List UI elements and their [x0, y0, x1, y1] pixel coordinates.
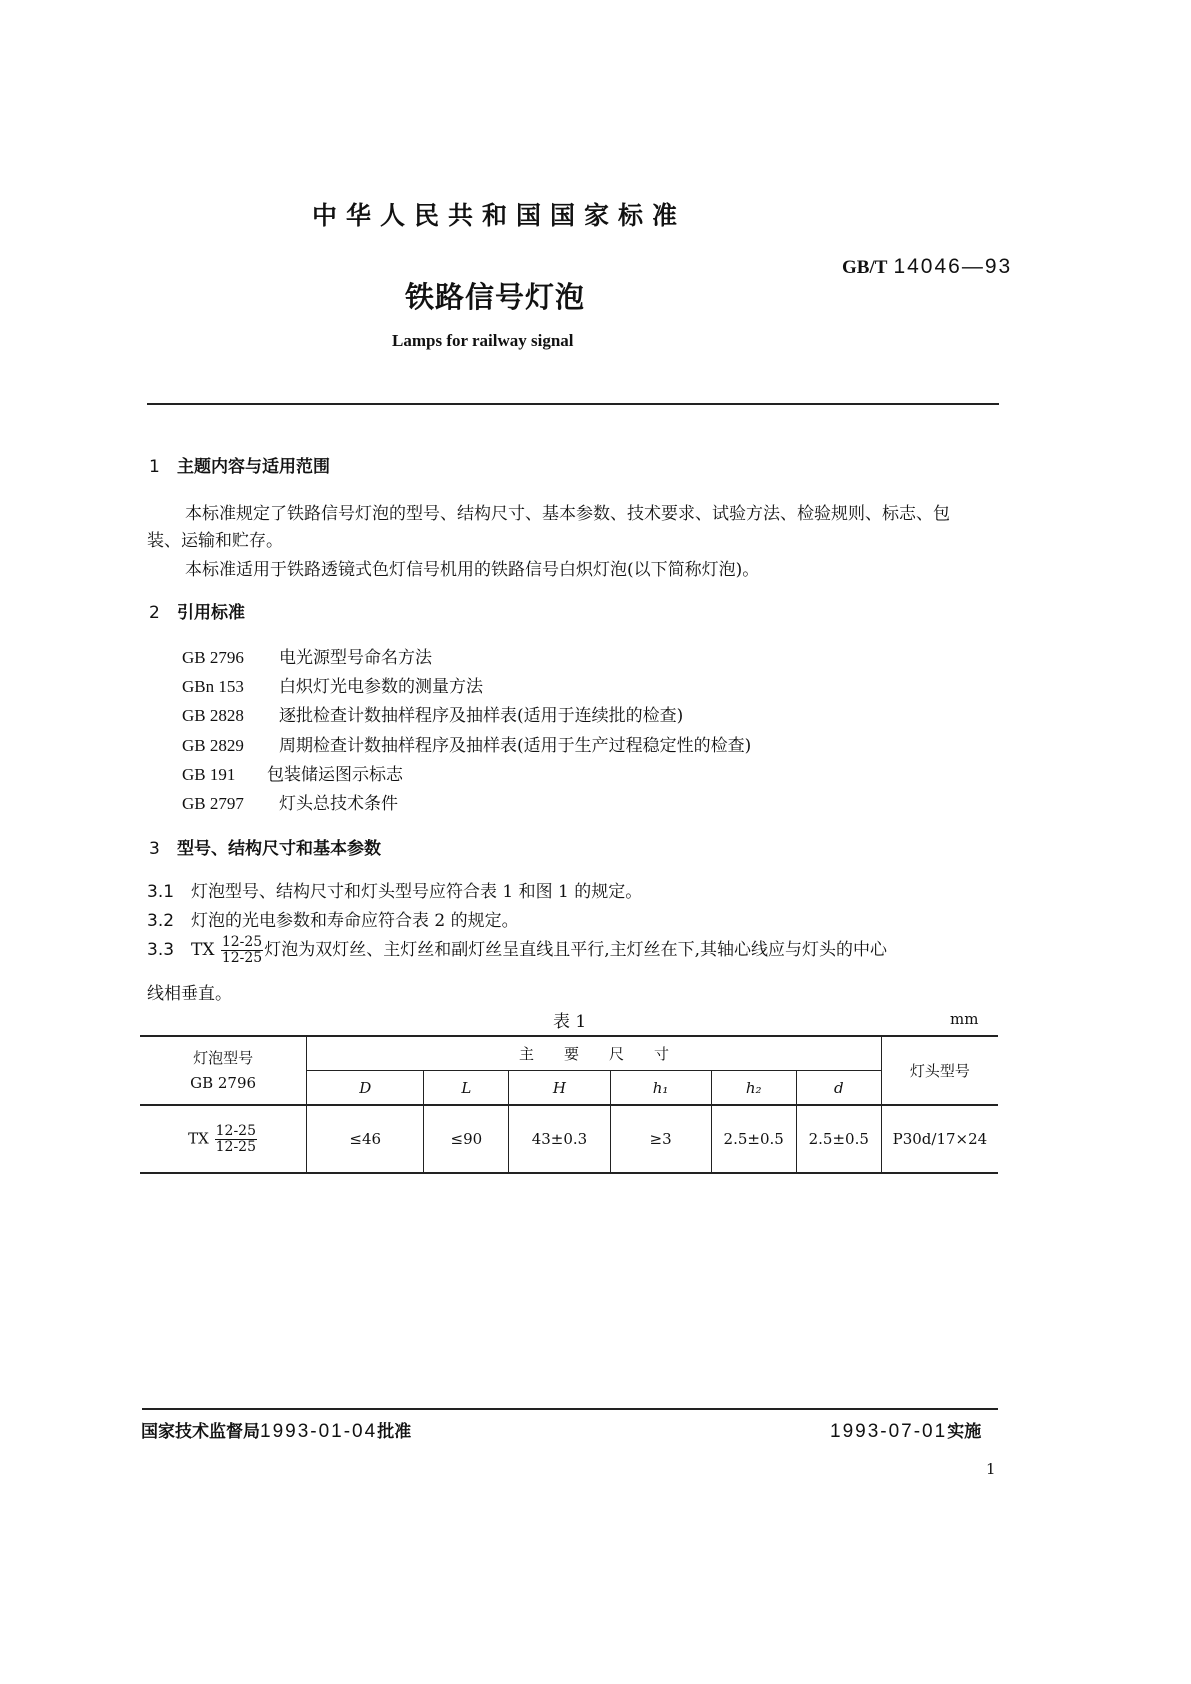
- reference-code: GBn 153: [182, 677, 244, 696]
- cell-L: ≤90: [424, 1105, 509, 1173]
- section-number: 3: [149, 839, 160, 859]
- table-unit: mm: [950, 1010, 979, 1028]
- fraction-numerator: 12-25: [215, 1122, 256, 1139]
- reference-item: [182, 643, 432, 668]
- clause-3-3-continued: 线相垂直。: [147, 984, 232, 1004]
- table-1: [140, 1035, 998, 1174]
- document-title: 铁路信号灯泡: [405, 280, 586, 314]
- section-1-heading: [149, 452, 330, 477]
- cell-h2: 2.5±0.5: [711, 1105, 796, 1173]
- standard-code: 14046—93: [893, 255, 1013, 278]
- header-dim-H: H: [509, 1071, 610, 1106]
- fraction-numerator: 12-25: [221, 934, 263, 950]
- header-dim-L: L: [424, 1071, 509, 1106]
- reference-item: [182, 731, 751, 756]
- cell-H: 43±0.3: [509, 1105, 610, 1173]
- clause-number: 3.3: [147, 940, 175, 960]
- section-3-heading: [149, 834, 381, 859]
- section-2-heading: [149, 598, 245, 623]
- clause-number: 3.2: [147, 911, 175, 931]
- clause-text: 灯泡为双灯丝、主灯丝和副灯丝呈直线且平行,主灯丝在下,其轴心线应与灯头的中心: [264, 940, 888, 960]
- reference-title: 白炽灯光电参数的测量方法: [279, 677, 483, 697]
- reference-title: 包装储运图示标志: [267, 765, 403, 785]
- section-title: 型号、结构尺寸和基本参数: [177, 839, 381, 859]
- document-title-english: Lamps for railway signal: [392, 331, 574, 350]
- header-dim-h2: h₂: [711, 1071, 796, 1106]
- reference-code: GB 2797: [182, 794, 244, 813]
- clause-3-1: [147, 877, 642, 902]
- clause-3-3: [147, 935, 887, 966]
- national-standard-heading: 中华人民共和国国家标准: [312, 201, 687, 230]
- cell-d: 2.5±0.5: [796, 1105, 881, 1173]
- header-lamp-model-line-2: GB 2796: [190, 1073, 257, 1092]
- table-row: [140, 1105, 998, 1173]
- section-number: 2: [149, 603, 160, 623]
- reference-item: [182, 672, 483, 697]
- clause-text: 灯泡型号、结构尺寸和灯头型号应符合表 1 和图 1 的规定。: [191, 882, 643, 902]
- effective-line: [830, 1417, 981, 1443]
- header-rule: [147, 403, 999, 405]
- model-prefix: TX: [188, 1129, 209, 1147]
- header-main-dimensions: 主 要 尺 寸: [307, 1036, 882, 1071]
- section-1-para-1-line-2: 装、运输和贮存。: [147, 531, 283, 551]
- approval-date: 1993-01-04: [260, 1421, 378, 1442]
- approval-org: 国家技术监督局: [141, 1422, 260, 1442]
- section-1-para-2: 本标准适用于铁路透镜式色灯信号机用的铁路信号白炽灯泡(以下简称灯泡)。: [185, 560, 760, 580]
- section-title: 引用标准: [177, 603, 245, 623]
- model-fraction: [215, 1124, 257, 1155]
- reference-code: GB 2828: [182, 706, 244, 725]
- fraction-denominator: 12-25: [215, 1138, 256, 1155]
- standard-prefix: GB/T: [842, 257, 888, 278]
- reference-title: 逐批检查计数抽样程序及抽样表(适用于连续批的检查): [279, 706, 684, 726]
- section-1-para-1-line-1: 本标准规定了铁路信号灯泡的型号、结构尺寸、基本参数、技术要求、试验方法、检验规则、标志、包: [185, 504, 950, 524]
- section-title: 主题内容与适用范围: [177, 457, 330, 477]
- header-cap-type: 灯头型号: [881, 1036, 998, 1105]
- reference-code: GB 191: [182, 765, 236, 784]
- effective-label: 实施: [947, 1422, 982, 1442]
- approval-line: [141, 1417, 411, 1443]
- table-caption: 表 1: [553, 1012, 587, 1032]
- section-number: 1: [149, 457, 160, 477]
- lamp-type-fraction: [221, 935, 263, 966]
- header-lamp-model: [140, 1036, 307, 1105]
- effective-date: 1993-07-01: [830, 1421, 948, 1442]
- reference-item: [182, 701, 683, 726]
- reference-title: 电光源型号命名方法: [279, 648, 432, 668]
- footer-rule: [142, 1408, 998, 1410]
- cell-h1: ≥3: [610, 1105, 711, 1173]
- header-dim-d: d: [796, 1071, 881, 1106]
- clause-number: 3.1: [147, 882, 175, 902]
- page-number: 1: [986, 1460, 996, 1478]
- reference-item: [182, 789, 398, 814]
- approval-label: 批准: [377, 1422, 412, 1442]
- cell-D: ≤46: [307, 1105, 424, 1173]
- reference-item: [182, 760, 403, 785]
- fraction-denominator: 12-25: [221, 950, 263, 966]
- header-dim-h1: h₁: [610, 1071, 711, 1106]
- reference-code: GB 2796: [182, 648, 244, 667]
- standard-number: [842, 255, 1012, 279]
- clause-text: 灯泡的光电参数和寿命应符合表 2 的规定。: [191, 911, 519, 931]
- reference-title: 灯头总技术条件: [279, 794, 398, 814]
- cell-cap-type: P30d/17×24: [881, 1105, 998, 1173]
- lamp-type-prefix: TX: [191, 940, 215, 960]
- reference-title: 周期检查计数抽样程序及抽样表(适用于生产过程稳定性的检查): [279, 736, 752, 756]
- header-dim-D: D: [307, 1071, 424, 1106]
- reference-code: GB 2829: [182, 736, 244, 755]
- cell-lamp-model: [140, 1105, 307, 1173]
- clause-3-2: [147, 906, 519, 931]
- header-lamp-model-line-1: 灯泡型号: [193, 1048, 254, 1067]
